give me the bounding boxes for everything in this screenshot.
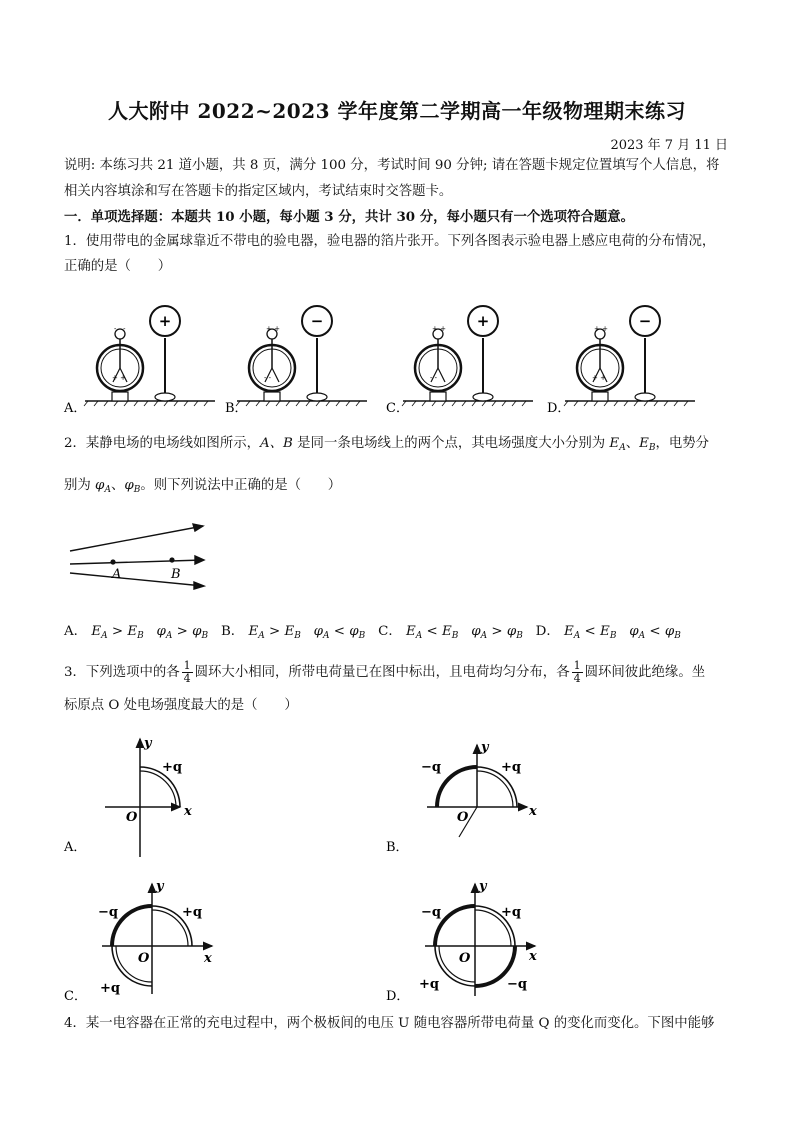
- page-title: 人大附中 2022~2023 学年度第二学期高一年级物理期末练习: [107, 99, 686, 123]
- fraction-one-quarter: $\frac{1}{4}$: [183, 659, 191, 685]
- svg-text:+q: +q: [501, 905, 521, 920]
- svg-text:y: y: [156, 879, 164, 894]
- svg-text:x: x: [529, 949, 537, 964]
- q3-figure-b: [421, 740, 537, 837]
- q3-option-b: B．: [386, 840, 409, 855]
- q1-option-c: C．: [386, 401, 409, 416]
- svg-text:+ +: + +: [266, 325, 280, 333]
- q1-stem-line-2: 正确的是（ ）: [64, 259, 172, 274]
- q1-stem-line-1: 1．使用带电的金属球靠近不带电的验电器，验电器的箔片张开。下列各图表示验电器上感应电荷的分布情况，: [64, 234, 716, 249]
- svg-text:O: O: [126, 810, 138, 825]
- q1-option-d: D．: [547, 401, 571, 416]
- q3-option-a: A．: [64, 840, 87, 855]
- q3-figure-d: [419, 879, 537, 996]
- svg-text:- -: - -: [264, 374, 271, 382]
- svg-text:- -: - -: [430, 374, 437, 382]
- instructions-line-2: 相关内容填涂和写在答题卡的指定区域内，考试结束时交答题卡。: [64, 184, 453, 199]
- section-heading: 一．单项选择题：本题共 10 小题，每小题 3 分，共计 30 分，每小题只有一个选项符合题意。: [64, 209, 635, 225]
- svg-text:y: y: [479, 879, 487, 894]
- fraction-one-quarter: $\frac{1}{4}$: [573, 659, 581, 685]
- svg-text:−: −: [310, 312, 324, 330]
- svg-text:+q: +q: [182, 905, 202, 920]
- svg-text:+q: +q: [100, 981, 120, 996]
- q1-option-a: A．: [64, 401, 87, 416]
- svg-text:y: y: [481, 740, 489, 755]
- svg-text:+q: +q: [501, 760, 521, 775]
- q3-figure-c: [98, 879, 212, 996]
- q3-option-c: C．: [64, 989, 87, 1004]
- svg-text:+ +: + +: [432, 325, 446, 333]
- svg-text:+q: +q: [162, 760, 182, 775]
- q4-stem-line-1: 4．某一电容器在正常的充电过程中，两个极板间的电压 U 随电容器所带电荷量 Q 的变化而变化。下图中能够: [64, 1016, 715, 1031]
- svg-text:x: x: [529, 804, 537, 819]
- svg-text:+: +: [158, 312, 172, 330]
- q3-figure-a: [105, 736, 192, 857]
- point-b-label: B: [171, 567, 181, 582]
- instructions-line-1: 说明: 本练习共 21 道小题，共 8 页，满分 100 分，考试时间 90 分钟; 请在答题卡规定位置填写个人信息，将: [64, 158, 720, 173]
- svg-text:- - -: - - -: [114, 325, 126, 333]
- q3-stem-line-2: 标原点 O 处电场强度最大的是（ ）: [64, 698, 298, 713]
- svg-text:+ +: + +: [112, 374, 126, 382]
- svg-text:+: +: [476, 312, 490, 330]
- svg-text:O: O: [459, 951, 471, 966]
- svg-text:+q: +q: [419, 977, 439, 992]
- q2-stem-line-2: 别为 $\varphi_A$、$\varphi_B$。则下列说法中正确的是（ ）: [64, 478, 342, 495]
- svg-text:−q: −q: [421, 760, 441, 775]
- svg-text:−q: −q: [421, 905, 441, 920]
- svg-text:+ +: + +: [592, 374, 606, 382]
- svg-text:+ +: + +: [594, 325, 608, 333]
- exam-date: 2023 年 7 月 11 日: [610, 138, 728, 153]
- svg-text:−q: −q: [98, 905, 118, 920]
- q2-option-c: C． $E_A < E_B$ $\varphi_A > \varphi_B$: [378, 624, 523, 641]
- svg-text:x: x: [204, 951, 212, 966]
- point-a-label: A: [112, 567, 122, 582]
- svg-text:−: −: [638, 312, 652, 330]
- q3-stem-line-1: 3．下列选项中的各 $\frac{1}{4}$ 圆环大小相同，所带电荷量已在图中标出，且电荷均匀分布，各 $\frac{1}{4}$ 圆环间彼此绝缘。坐: [64, 659, 706, 685]
- q2-option-a: A． $E_A > E_B$ $\varphi_A > \varphi_B$: [64, 624, 209, 641]
- svg-text:O: O: [138, 951, 150, 966]
- svg-text:O: O: [457, 810, 469, 825]
- q3-option-d: D．: [386, 989, 410, 1004]
- q2-option-b: B． $E_A > E_B$ $\varphi_A < \varphi_B$: [220, 624, 366, 641]
- svg-text:y: y: [144, 736, 152, 751]
- svg-text:−q: −q: [507, 977, 527, 992]
- q2-stem-line-1: 2．某静电场的电场线如图所示，A、B 是同一条电场线上的两个点，其电场强度大小分别为 $E_A$、$E_B$，电势分: [64, 436, 710, 453]
- svg-text:x: x: [184, 804, 192, 819]
- q2-option-d: D． $E_A < E_B$ $\varphi_A < \varphi_B$: [535, 624, 681, 641]
- q1-option-b: B．: [225, 401, 248, 416]
